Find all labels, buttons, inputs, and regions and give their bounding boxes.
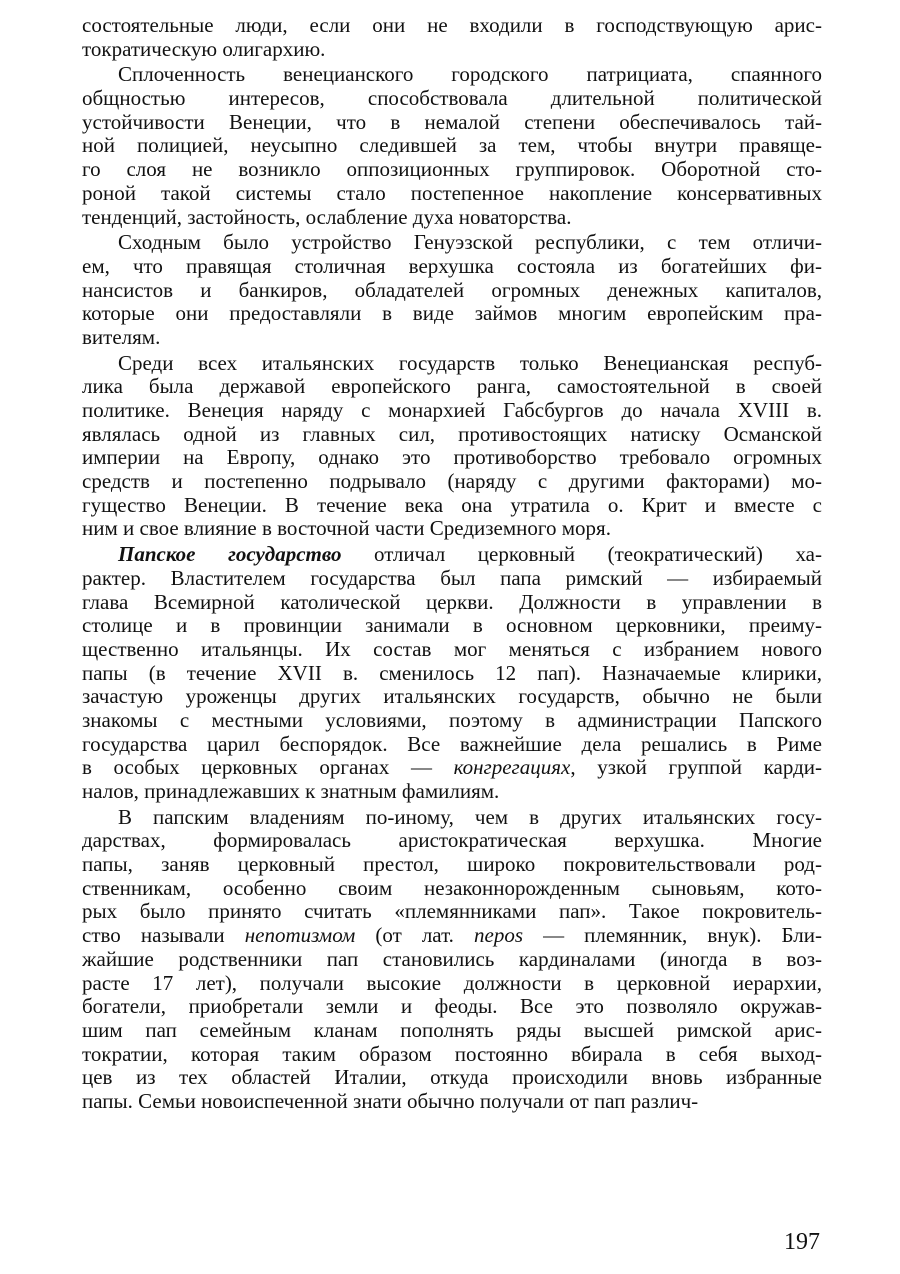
text-segment: тенденций, застойность, ослабление духа новаторства.: [82, 205, 572, 229]
term-italic: конгрегациях: [453, 756, 571, 780]
paragraph: [82, 14, 822, 61]
text-line: [82, 877, 822, 901]
text-segment: лика была державой европейского ранга, самостоятельной в своей: [82, 375, 822, 399]
text-segment: ем, что правящая столичная верхушка состояла из богатейших фи-: [82, 254, 822, 278]
text-line: [82, 948, 822, 972]
text-segment: империи на Европу, однако это противоборство требовало огромных: [82, 446, 822, 470]
text-line: [82, 206, 822, 230]
term-emphasis: [118, 543, 341, 566]
text-line: [82, 709, 822, 733]
text-line: [82, 1090, 822, 1114]
text-segment: папы (в течение XVII в. сменилось 12 пап). Назначаемые клирики,: [82, 661, 822, 685]
text-segment: — племянник, внук). Бли-: [523, 924, 822, 948]
text-segment: столице и в провинции занимали в основном церковники, преиму-: [82, 614, 822, 638]
text-line: [82, 543, 822, 567]
text-segment: жайшие родственники пап становились кардиналами (иногда в воз-: [82, 947, 822, 971]
text-line: [82, 780, 822, 804]
text-segment: Сходным было устройство Генуэзской республики, с тем отличи-: [118, 231, 822, 255]
text-segment: богатели, приобретали земли и феоды. Все это позволяло окружав-: [82, 995, 822, 1019]
text-segment: тократии, которая таким образом постоянно вбирала в себя выход-: [82, 1042, 822, 1066]
text-segment: ной полицией, неусыпно следившей за тем, чтобы внутри правяще-: [82, 134, 822, 158]
text-segment: дарствах, формировалась аристократическая верхушка. Многие: [82, 829, 822, 853]
text-segment: нансистов и банкиров, обладателей огромных денежных капиталов,: [82, 278, 822, 302]
text-line: [82, 853, 822, 877]
text-segment: глава Всемирной католической церкви. Должности в управлении в: [82, 590, 822, 614]
text-line: [82, 494, 822, 518]
text-line: [82, 685, 822, 709]
text-line: [82, 255, 822, 279]
text-line: [82, 638, 822, 662]
text-segment: общностью интересов, способствовала длительной политической: [82, 87, 822, 111]
text-segment: , узкой группой карди-: [570, 756, 822, 780]
text-line: [82, 614, 822, 638]
text-line: [82, 326, 822, 350]
text-line: [82, 182, 822, 206]
text-segment: тократическую олигархию.: [82, 37, 326, 61]
text-segment: политике. Венеция наряду с монархией Габсбургов до начала XVIII в.: [82, 399, 822, 422]
text-segment: отличал церковный (теократический) ха-: [341, 543, 822, 567]
text-line: [82, 1043, 822, 1067]
text-segment: роной такой системы стало постепенное накопление консервативных: [82, 181, 822, 205]
text-line: [82, 900, 822, 924]
text-segment: средств и постепенно подрывало (наряду с другими факторами) мо-: [82, 470, 822, 494]
text-segment: гущество Венеции. В течение века она утратила о. Крит и вместе с: [82, 493, 822, 517]
text-segment: цев из тех областей Италии, откуда происходили вновь избранные: [82, 1066, 822, 1090]
text-segment: В папским владениям по-иному, чем в других итальянских госу-: [118, 805, 822, 829]
text-line: [82, 14, 822, 38]
term-italic: nepos: [474, 924, 523, 948]
text-line: [82, 87, 822, 111]
text-segment: рых было принято считать «племянниками пап». Такое покровитель-: [82, 900, 822, 924]
text-segment: Сплоченность венецианского городского патрициата, спаянного: [118, 63, 822, 87]
text-line: [82, 806, 822, 830]
text-segment: вителям.: [82, 325, 161, 349]
text-segment: зачастую уроженцы других итальянских государств, обычно не были: [82, 685, 822, 709]
paragraph: [82, 231, 822, 349]
text-segment: налов, принадлежавших к знатным фамилиям.: [82, 780, 500, 803]
term-bold-italic: Папское государство: [118, 543, 342, 567]
text-segment: (от лат.: [355, 924, 474, 948]
text-line: [82, 423, 822, 447]
text-segment: папы. Семьи новоиспеченной знати обычно получали от пап различ-: [82, 1089, 699, 1113]
text-column: [82, 14, 822, 1114]
text-line: [82, 111, 822, 135]
text-segment: расте 17 лет), получали высокие должности в церковной иерархии,: [82, 971, 822, 995]
text-segment: го слоя не возникло оппозиционных группировок. Оборотной сто-: [82, 158, 822, 182]
text-line: [82, 756, 822, 780]
text-segment: устойчивости Венеции, что в немалой степени обеспечивалось тай-: [82, 110, 822, 134]
text-line: [82, 134, 822, 158]
text-line: [82, 662, 822, 686]
paragraph: [82, 63, 822, 229]
text-segment: Среди всех итальянских государств только Венецианская респуб-: [118, 351, 822, 375]
text-line: [82, 733, 822, 757]
text-line: [82, 399, 822, 423]
text-line: [82, 829, 822, 853]
text-line: [82, 470, 822, 494]
text-segment: являлась одной из главных сил, противостоящих натиску Османской: [82, 422, 822, 446]
text-line: [82, 279, 822, 303]
text-segment: знакомы с местными условиями, поэтому в администрации Папского: [82, 708, 822, 732]
text-segment: щественно итальянцы. Их состав мог меняться с избранием нового: [82, 637, 822, 661]
text-segment: папы, заняв церковный престол, широко покровительствовали род-: [82, 853, 822, 877]
text-segment: ственникам, особенно своим незаконнорожденным сыновьям, кото-: [82, 876, 822, 900]
text-line: [82, 995, 822, 1019]
text-line: [82, 375, 822, 399]
paragraph: [82, 543, 822, 804]
text-segment: ство называли: [82, 924, 245, 948]
text-segment: рактер. Властителем государства был папа римский — избираемый: [82, 566, 822, 590]
term-italic: непотизмом: [244, 924, 356, 948]
text-line: [82, 517, 822, 541]
text-line: [82, 302, 822, 326]
text-segment: государства царил беспорядок. Все важнейшие дела решались в Риме: [82, 732, 822, 756]
text-line: [82, 924, 822, 948]
text-line: [82, 1019, 822, 1043]
text-segment: которые они предоставляли в виде займов многим европейским пра-: [82, 302, 822, 326]
text-line: [82, 38, 822, 62]
paragraph: [82, 352, 822, 542]
text-segment: шим пап семейным кланам пополнять ряды высшей римской арис-: [82, 1018, 822, 1042]
text-line: [82, 352, 822, 376]
text-line: [82, 158, 822, 182]
text-line: [82, 446, 822, 470]
text-segment: в особых церковных органах —: [82, 756, 454, 780]
text-line: [82, 63, 822, 87]
page-number: 197: [784, 1229, 820, 1255]
text-line: [82, 567, 822, 591]
text-line: [82, 1066, 822, 1090]
text-segment: состоятельные люди, если они не входили в господствующую арис-: [82, 14, 822, 37]
text-line: [82, 231, 822, 255]
text-line: [82, 591, 822, 615]
text-line: [82, 972, 822, 996]
text-segment: ним и свое влияние в восточной части Средиземного моря.: [82, 517, 611, 541]
paragraph: [82, 806, 822, 1114]
